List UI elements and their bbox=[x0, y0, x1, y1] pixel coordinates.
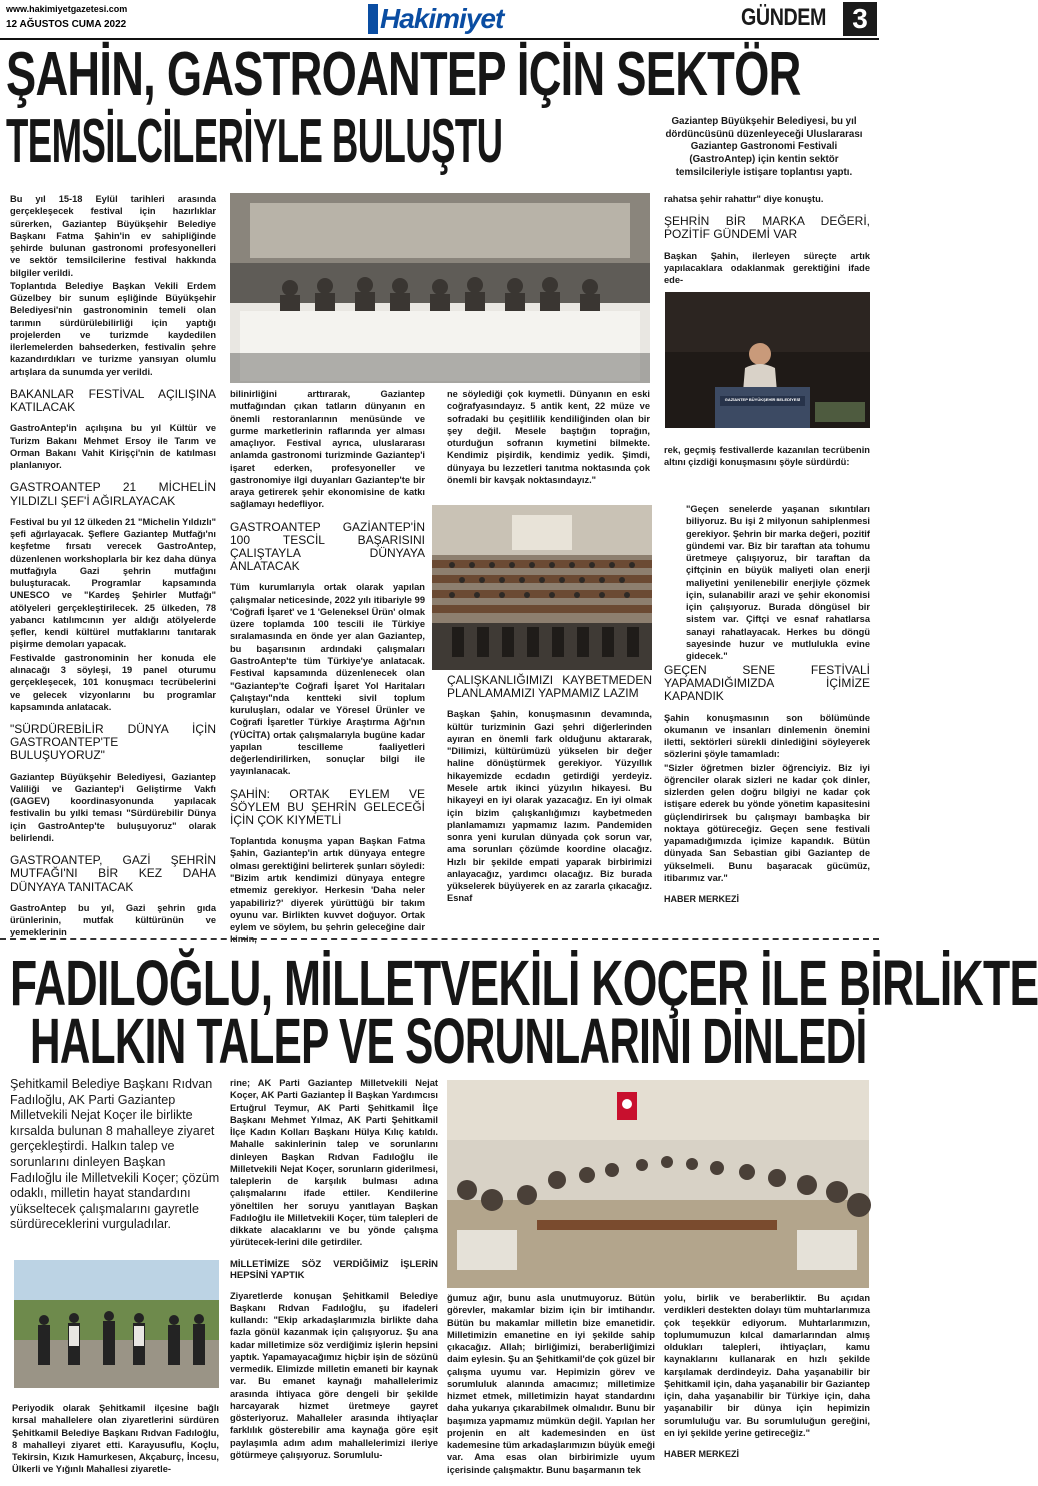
paragraph: bilinirliğini arttırarak, Gaziantep mutfağından çıkan tatların dünyanın en önemli restoranlarının menüsünde ve gurme marketlerinin raflarında yer alması amaçlıyor. Festival ayrıca, uluslararası anlamda gastronomi turizminde Gaziantep'i işaret ederken, profesyoneller ve gastronomiye ilgi duyanları Gaziantep'te bir araya getirerek şehir ekonomisine de katkı sağlamayı hedefliyor. bbox=[230, 389, 425, 510]
photo-speaker-podium bbox=[665, 292, 870, 428]
paragraph: Periyodik olarak Şehitkamil ilçesine bağlı kırsal mahallelere olan ziyaretlerini sürdüren Şehitkamil Belediye Başkanı Rıdvan Fadıloğlu, 8 mahalleyi ziyaret etti. Karayusuflu, Koçlu, Tekirsin, Kızık Hamurkesen, Akçaburç, İncesu, Ülkerli ve Yığınlı Mahallesi ziyaretle- bbox=[12, 1403, 219, 1475]
brand-name: Hakimiyet bbox=[380, 3, 504, 34]
article1-headline-line1: ŞAHİN, GASTROANTEP İÇİN SEKTÖR bbox=[6, 40, 801, 109]
article2-intro: Şehitkamil Belediye Başkanı Rıdvan Fadıloğlu, AK Parti Gaziantep Milletvekili Nejat Koçer ile birlikte kırsalda bulunan 8 mahalleye ziyaret gerçekleştirdi. Halkın talep ve sorunlarını dinleyen Başkan Fadıloğlu ile Milletvekili Koçer; çözüm odaklı, milletin hayat standardını yükseltecek çalışmalarını gayretle sürdüreceklerini vurguladılar. bbox=[10, 1077, 220, 1232]
paragraph: Toplantıda Belediye Başkan Vekili Erdem Güzelbey bir sunum eşliğinde Büyükşehir Belediyesi'nin gastronominin temeli olan tarımın sürdürülebilirliği için yaptığı projelerden ve turizmde kaydedilen ilerlemelerden bahsederken, festivalin şehre kazandırdıkları ve turizme yansıyan olumlu artışlara da sunumda yer verildi. bbox=[10, 280, 216, 377]
paragraph: Başkan Şahin, ilerleyen süreçte artık yapılacaklara odaklanmak gerektiğini ifade ede- bbox=[664, 250, 870, 286]
subheading: MİLLETİMİZE SÖZ VERDİĞİMİZ İŞLERİN HEPSİNİ YAPTIK bbox=[230, 1258, 438, 1282]
article2-column-3 bbox=[447, 1292, 655, 1477]
paragraph: Bu yıl 15-18 Eylül tarihleri arasında gerçekleşecek festival için hazırlıklar sürerken, Gaziantep Büyükşehir Belediye Başkanı Fatma Şahin'in ev sahipliğinde şehirde bulunan gastronomi profesyonelleri ve sektör temsilcilerine festival hakkında bilgiler verildi. bbox=[10, 194, 216, 278]
brand-logo[interactable] bbox=[368, 2, 516, 36]
photo-panel-meeting bbox=[230, 193, 650, 383]
paragraph: Ziyaretlerde konuşan Şehitkamil Belediye Başkanı Rıdvan Fadıloğlu, şu ifadeleri kullandı: "Ekip arkadaşlarımızla birlikte daha fazla gönül kazanmak için çalışıyoruz. Şu ana kadar milletimize söz verdiğimiz işlerin hepsini yaptık. Yapamayacağımız hiçbir işin de sözünü vermedik. Elimizde milletin emaneti bir kaynak var. Bu emanet kaynağı mahallelerimiz arasında ihtiyaca göre dengeli bir şekilde harcayarak hizmet üretmeye gayret gösteriyoruz. Mahalleler arasında ihtiyaçlar farklılık gösterebilir ama kaynağa göre eşit paylaşımla adım adım mahallelerimizi ileriye götürmeye çalışıyoruz. Sorumlulu- bbox=[230, 1290, 438, 1460]
subheading: ŞAHİN: ORTAK EYLEM VE SÖYLEM BU ŞEHRİN GELECEĞİ İÇİN ÇOK KIYMETLİ bbox=[230, 786, 425, 828]
paragraph: GastroAntep bu yıl, Gazi şehrin gıda ürünlerinin, mutfak kültürünün ve yemeklerinin bbox=[10, 902, 216, 938]
podium-banner-text: GAZİANTEP BÜYÜKŞEHİR BELEDİYESİ bbox=[724, 397, 801, 402]
subheading: GASTROANTEP 21 MİCHELİN YILDIZLI ŞEF'İ AĞIRLAYACAK bbox=[10, 480, 216, 508]
subheading: GEÇEN SENE FESTİVALİ YAPAMADIĞIMIZDA İÇİMİZE KAPANDIK bbox=[664, 663, 870, 704]
paragraph: Festivalde gastronominin her konuda ele alınacağı 3 söyleşi, 19 panel oturumu gerçekleşecek, 101 konuşmacı tecrübelerini ve gelecek vizyonlarını bu programlar kapsamında anlatacak. bbox=[10, 652, 216, 712]
byline: HABER MERKEZİ bbox=[664, 1449, 740, 1460]
paragraph: Başkan Şahin, konuşmasının devamında, kültür turizminin Gazi şehri diğerlerinden ayıran en önemli fark olduğunu aktararak, "Dilimizi, kültürümüzü yükselen bir değer haline dönüştürmek gerekiyor. Yüzyıllık hikayemizde ecdadın getirdiği yerdeyiz. Mesele artık ikinci yüzyılın hikayesi. Bu hikayeyi en iyi olarak yazacağız. En iyi olmak için bizim çalışkanlığımızı kaybetmeden planlamamızı yapmamız lazım. Pandemiden sonra yeni kurulan dünyada çok sorun var, ama sorunları çözümde koordine olacağız. Hızlı bir şekilde empati yaparak birbirimizi anlayacağız, yardımcı olacağız. Biz burada yükselerek büyüyerek en az zararla çıkacağız. Esnaf bbox=[447, 709, 652, 904]
subheading: "SÜRDÜREBİLİR DÜNYA İÇİN GASTROANTEP'TE BULUŞUYORUZ" bbox=[10, 722, 216, 763]
paragraph: Gaziantep Büyükşehir Belediyesi, Gaziantep Valiliği ve Gaziantep'i Geliştirme Vakfı (GAGEV) koordinasyonunda yapılacak festivalin bu yılki teması "Sürdürebilir Dünya için GastroAntep'te buluşuyoruz" olarak belirlendi. bbox=[10, 771, 216, 843]
article1-headline-line2: TEMSİLCİLERİYLE BULUŞTU bbox=[6, 107, 503, 176]
paragraph: rine; AK Parti Gaziantep Milletvekili Nejat Koçer, AK Parti Gaziantep İl Başkan Yardımcısı Ertuğrul Teymur, AK Parti Şehitkamil İlçe Başkanı Mehmet Yılmaz, AK Parti Şehitkamil İlçe Kadın Kolları Başkanı Hülya Kılıç katıldı. Mahalle sakinlerinin talep ve sorunlarını dinleyen Başkan Rıdvan Fadıloğlu ile Milletvekili Nejat Koçer, sorunların giderilmesi, taleplerin de karşılık bulması adına çalışmalarını ifade ettiler. Kendilerine yöneltilen her soruyu yanıtlayan Başkan Fadıloğlu ile Milletvekili Koçer, tüm talepleri de dikkate alacaklarını ve bu yönde çalışma yürütecek-lerini dile getirdiler. bbox=[230, 1078, 438, 1248]
section-name: GÜNDEM bbox=[741, 4, 827, 31]
photo-outdoor-visit bbox=[14, 1260, 219, 1388]
article1-column-1 bbox=[10, 193, 216, 940]
paragraph: ne söylediği çok kıymetli. Dünyanın en eski coğrafyasındayız. 5 antik kent, 22 müze ve sofradaki bu çeşitlilik kendiliğinden olan bir şey değil. Mesele baştığın toprağın, oturduğun sofranın kıymetini bilmekte. Kendimiz pişirdik, kendimiz yedik. Şimdi, dünyaya bu lezzetleri tanıtma noktasında çok önemli bir kavşak noktasındayız." bbox=[447, 389, 650, 485]
article2-headline-line1: FADILOĞLU, MİLLETVEKİLİ KOÇER İLE BİRLİKTE bbox=[10, 947, 1038, 1019]
photo-community-gathering bbox=[447, 1080, 869, 1288]
article1-column-3-continued bbox=[447, 672, 652, 906]
byline: HABER MERKEZİ bbox=[664, 894, 740, 905]
paragraph: rek, geçmiş festivallerde kazanılan tecrübenin altını çizdiği konuşmasını şöyle sürdürdü: bbox=[664, 445, 870, 468]
photo-auditorium bbox=[432, 505, 652, 670]
issue-date: 12 AĞUSTOS CUMA 2022 bbox=[6, 19, 127, 30]
article1-column-4 bbox=[664, 193, 870, 287]
paragraph: "Geçen senelerde yaşanan sıkıntıları biliyoruz. Bu işi 2 milyonun sahiplenmesi gerekiyor. Şehrin bir marka değeri, pozitif gündemi var. Biz bir taraftan ata tohumu üretmeye çalışıyoruz, bir taraftan da çiftçinin en büyük maliyeti olan enerji maliyetini yenilenebilir enerjiyle çözmek için, sulanabilir arazi ve şehir ekonomisi için çalışıyoruz. Burada döngüsel bir sistem var. Çiftçi ve esnaf rahatlarsa sanayi rahatlayacak. Herkes bu döngü sayesinde huzur ve mutlulukla evine gidecek." bbox=[686, 504, 870, 662]
paragraph: Festival bu yıl 12 ülkeden 21 "Michelin Yıldızlı" şefi ağırlayacak. Şeflere Gaziantep Mutfağı'nı keşfetme fırsatı verecek GastroAntep, düzenlenen workshoplarla bir kez daha dünya mutfağıyla Gazi şehrin mutfağını buluşturacak. Programlar kapsamında UNESCO ve "Kardeş Şehirler Mutfağı" atölyeleri gerçekleştirilecek. 25 ülkeden, 78 yabancı katılımcının yer aldığı atölyelerde şefler, kendi kültürel mutfaklarını tanıtarak pişirme demoları yapacak. bbox=[10, 516, 216, 650]
paragraph: Şahin konuşmasının son bölümünde okumanın ve insanları dinlemenin önemini iletti, sektörleri sürekli dinlediğini söyleyerek sözlerini şöyle tamamladı: bbox=[664, 712, 870, 760]
paragraph: rahatsa şehir rahattır" diye konuştu. bbox=[664, 194, 824, 204]
logo-mark-icon bbox=[368, 4, 378, 34]
subheading: GASTROANTEP, GAZİ ŞEHRİN MUTFAĞI'NI BİR KEZ DAHA DÜNYAYA TANITACAK bbox=[10, 853, 216, 894]
article2-column-2 bbox=[230, 1077, 438, 1462]
paragraph: Tüm kurumlarıyla ortak olarak yapılan çalışmalar neticesinde, 2022 yılı itibariyle 99 'Coğrafi İşaret' ve 1 'Geleneksel Ürün' olmak üzere toplamda 100 tescili ile Türkiye sıralamasında en önde yer alan Gaziantep, bu başarısının ardındaki çalışmaları GastroAntep'te tüm Türkiye'ye anlatacak. Festival kapsamında düzenlenecek olan "Gaziantep'te Coğrafi İşaret Yol Haritaları Çalıştayı"nda kentteki sivil toplum kuruluşları, odalar ve Yöresel Ürünler ve Coğrafi İşaretler Türkiye Araştırma Ağı'nın (YÜCİTA) ortak çalışmalarıyla bugüne kadar yapılan tescilleme faaliyetleri değerlendirilirken, sonuçlar bilgi ile yayınlanacak. bbox=[230, 582, 425, 777]
site-url[interactable]: www.hakimiyetgazetesi.com bbox=[6, 4, 128, 14]
paragraph: Toplantıda konuşma yapan Başkan Fatma Şahin, Gaziantep'in artık dünyaya entegre olması gerektiğini belirterek şunları söyledi: "Bizim artık kendimizi dünyaya entegre etmemiz gerekiyor. Herkesin 'Daha neler yapabiliriz?' diyerek yürüttüğü bir takım oyunu var. Birlikten kuvvet doğuyor. Ortak eylem ve söylem, bu şehrin geleceğine dair kimin, bbox=[230, 836, 425, 945]
article2-column-4 bbox=[664, 1292, 870, 1461]
subheading: ÇALIŞKANLIĞIMIZI KAYBETMEDEN PLANLAMAMIZI YAPMAMIZ LAZIM bbox=[447, 673, 652, 701]
paragraph: ğumuz ağır, bunu asla unutmuyoruz. Bütün görevler, makamlar bizim için bir imtihandır. Bütün bu makamlar milletin bize emanetidir. Milletimizin emanetine en iyi şekilde sahip çıkacağız. Allah; birliğimizi, beraberliğimizi daim eylesin. Şu an Şehitkamil'de çok güzel bir çalışma uyumu var. Hepimizin görev ve sorumluluk alanında amacımız; milletimize hizmet etmek, milletimizin hayat standardını daha yukarıya çıkarabilmek olmalıdır. Bunu bir başımıza yapmamız mümkün değil. Yapılan her projenin en alt kademesinden en üst kademesine tüm arkadaşlarımızın büyük emeği var. Ama esas olan birbirimizle uyum içerisinde çalışmaktır. Bunu başarmanın tek bbox=[447, 1293, 655, 1475]
paragraph: GastroAntep'in açılışına bu yıl Kültür ve Turizm Bakanı Mehmet Ersoy ile Tarım ve Orman Bakanı Vahit Kirişçi'nin de katılması planlanıyor. bbox=[10, 423, 216, 471]
article1-lead: Gaziantep Büyükşehir Belediyesi, bu yıl dördüncüsünü düzenleyeceği Uluslararası Gaziantep Gastronomi Festivali (GastroAntep) için kentin sektör temsilcileriyle istişare toplantısı yaptı. bbox=[665, 116, 863, 178]
article-divider bbox=[0, 938, 879, 940]
article1-column-3 bbox=[447, 388, 650, 487]
article1-column-4-quote bbox=[686, 503, 870, 663]
paragraph: "Sizler öğretmen bizler öğrenciyiz. Biz iyi öğrenciler olarak sizleri ne kadar çok dinler, sizlerden gelen doğru bilgiyi ne kadar çok istişare ederek bu yönde yönetim kapasitesini güçlendirirsek bu çalışmayı bambaşka bir noktaya götüreceğiz. Geçen sene festivali yapamadığımızda içimize kapandık. Bütün dünyada San Sebastian gibi Gaziantep de yükselmeli. Bunu başaracak gücümüz, itibarımız var." bbox=[664, 762, 870, 884]
subheading: ŞEHRİN BİR MARKA DEĞERİ, POZİTİF GÜNDEMİ VAR bbox=[664, 214, 870, 242]
article2-headline-line2: HALKIN TALEP VE SORUNLARINI DİNLEDİ bbox=[30, 1005, 867, 1077]
article1-column-4-end bbox=[664, 660, 870, 906]
paragraph: yolu, birlik ve beraberliktir. Bu açıdan verdikleri destekten dolayı tüm muhtarlarımıza çok teşekkür ediyorum. Muhtarlarımızın, toplumumuzun kılcal damarlarından almış oldukları talepleri, ihtiyaçları, kamu kaynaklarını kullanarak en hızlı şekilde karşılamak derdindeyiz. Daha yaşanabilir bir Şehitkamil için, daha yaşanabilir bir Gaziantep için, daha yaşanabilir bir Türkiye için, daha yaşanabilir bir dünya için hepimizin sorumluluğu var. Bu sorumluluğun gereğini, en iyi şekilde yerine getireceğiz." bbox=[664, 1293, 870, 1438]
subheading: GASTROANTEP GAZİANTEP'İN 100 TESCİL BAŞARISINI ÇALIŞTAYLA DÜNYAYA ANLATACAK bbox=[230, 519, 425, 574]
article2-column-1 bbox=[12, 1402, 219, 1477]
article1-column-2 bbox=[230, 388, 425, 947]
subheading: BAKANLAR FESTİVAL AÇILIŞINA KATILACAK bbox=[10, 386, 216, 415]
article1-column-4-continued bbox=[664, 444, 870, 470]
page-number: 3 bbox=[843, 2, 877, 36]
masthead bbox=[0, 0, 879, 38]
